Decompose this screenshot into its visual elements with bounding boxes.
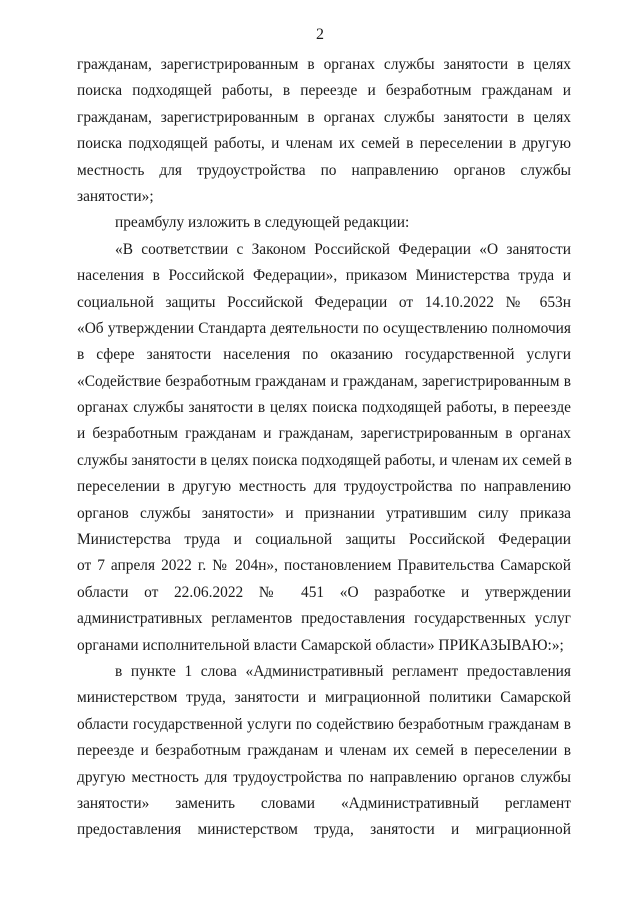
document-body — [77, 52, 571, 844]
text-line: области государственной услуги по содействию безработным гражданам в — [77, 715, 571, 733]
text-line: гражданам, зарегистрированным в органах службы занятости в целях — [77, 108, 571, 126]
text-line: в пункте 1 слова «Административный регламент предоставления — [115, 662, 571, 680]
text-line: административных регламентов предоставления государственных услуг — [77, 610, 571, 628]
text-line: службы занятости в целях поиска подходящей работы, и членам их семей в — [77, 451, 572, 469]
text-line: «Содействие безработным гражданам и гражданам, зарегистрированным в — [77, 372, 571, 390]
text-line: преамбулу изложить в следующей редакции: — [115, 214, 410, 232]
page-number: 2 — [316, 26, 324, 43]
text-line: предоставления министерством труда, занятости и миграционной — [77, 821, 571, 839]
text-line: министерством труда, занятости и миграционной политики Самарской — [77, 689, 571, 707]
text-line: социальной защиты Российской Федерации от 14.10.2022 № 653н — [77, 293, 571, 311]
text-line: другую местность для трудоустройства по направлению органов службы — [77, 768, 571, 786]
text-line: органов службы занятости» и признании утратившим силу приказа — [77, 504, 571, 522]
text-line: переселении в другую местность для трудоустройства по направлению — [77, 478, 571, 496]
text-line: поиска подходящей работы, в переезде и безработным гражданам и — [77, 82, 571, 100]
text-line: Министерства труда и социальной защиты Российской Федерации — [77, 531, 571, 549]
text-line: в сфере занятости населения по оказанию государственной услуги — [77, 346, 571, 364]
text-line: «В соответствии с Законом Российской Федерации «О занятости — [115, 240, 571, 258]
text-line: и безработным гражданам и гражданам, зарегистрированным в органах — [77, 425, 571, 443]
text-line: органами исполнительной власти Самарской области» ПРИКАЗЫВАЮ:»; — [77, 636, 564, 654]
text-line: органах службы занятости в целях поиска подходящей работы, в переезде — [77, 399, 571, 417]
text-line: местность для трудоустройства по направлению органов службы — [77, 161, 571, 179]
text-line: населения в Российской Федерации», приказом Министерства труда и — [77, 267, 571, 285]
text-line: переезде и безработным гражданам и членам их семей в переселении в — [77, 742, 571, 760]
text-line: занятости»; — [77, 187, 154, 205]
text-line: области от 22.06.2022 № 451 «О разработке и утверждении — [77, 583, 571, 601]
text-line: занятости» заменить словами «Административный регламент — [77, 794, 571, 812]
text-line: гражданам, зарегистрированным в органах службы занятости в целях — [77, 56, 571, 73]
text-line: поиска подходящей работы, и членам их семей в переселении в другую — [77, 135, 571, 153]
text-line: от 7 апреля 2022 г. № 204н», постановлением Правительства Самарской — [77, 557, 571, 575]
text-line: «Об утверждении Стандарта деятельности по осуществлению полномочия — [77, 319, 571, 337]
